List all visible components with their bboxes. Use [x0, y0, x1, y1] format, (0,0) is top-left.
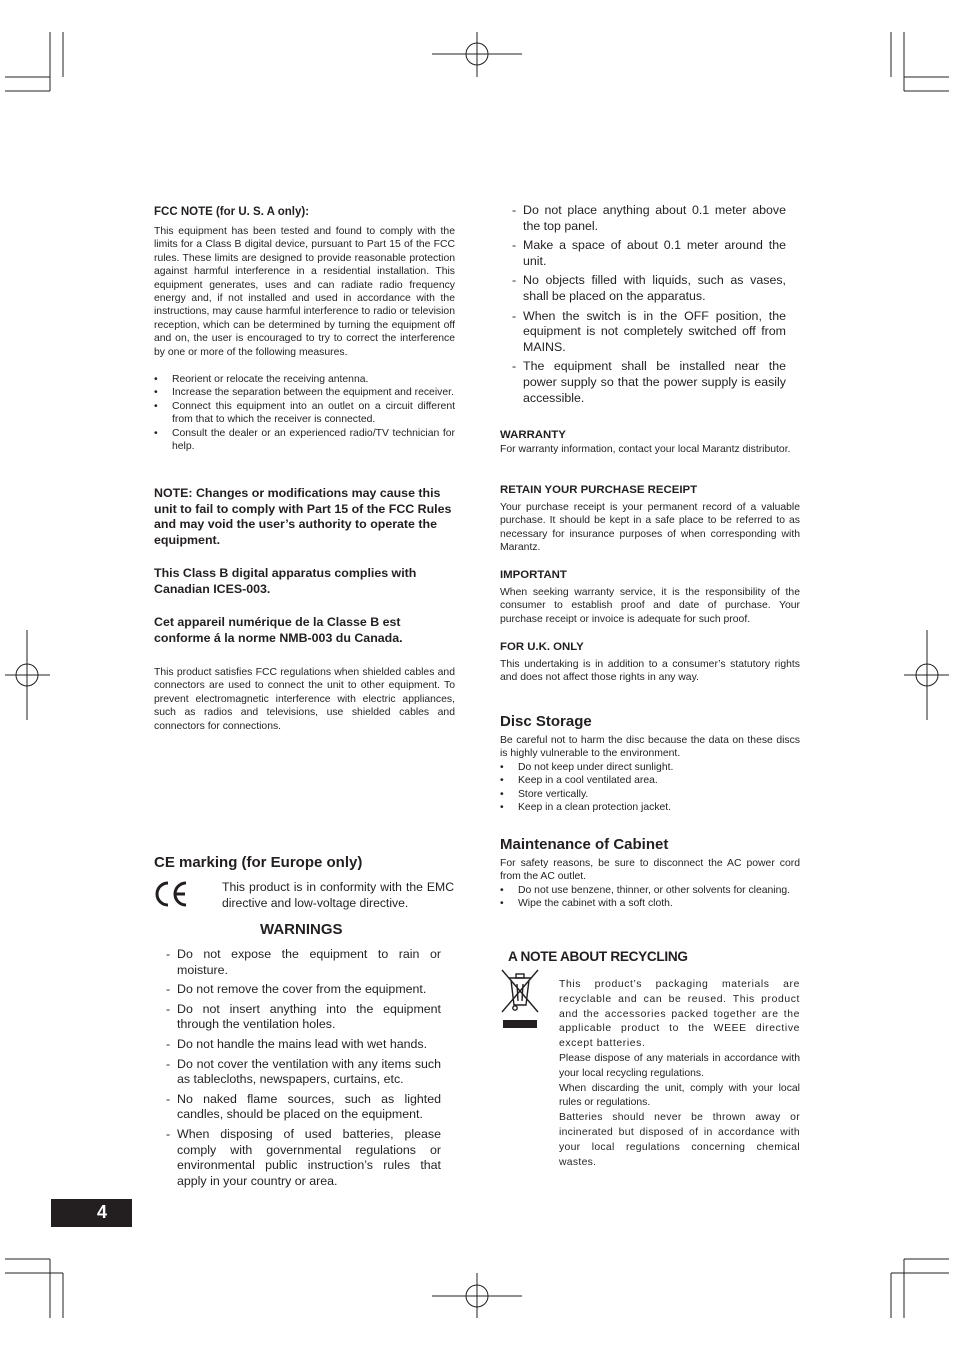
uk-only-body: This undertaking is in addition to a consumer’s statutory rights and does not affect those rights in any way.	[500, 659, 800, 684]
recycling-paragraph: Batteries should never be thrown away or incinerated but disposed of in accordance with your local regulations concerning chemical wastes.	[559, 1112, 800, 1168]
french-compliance-note: Cet appareil numérique de la Classe B est conforme á la norme NMB-003 du Canada.	[154, 615, 403, 645]
ce-marking-body: This product is in conformity with the EMC directive and low-voltage directive.	[222, 880, 454, 910]
list-item: • Wipe the cabinet with a soft cloth.	[500, 897, 800, 910]
important-heading: IMPORTANT	[500, 569, 567, 581]
list-item: - Make a space of about 0.1 meter around the unit.	[512, 238, 786, 269]
disc-storage-body: Be careful not to harm the disc because the data on these discs is highly vulnerable to the environment.	[500, 735, 800, 760]
list-item: • Increase the separation between the equipment and receiver.	[154, 386, 455, 399]
disc-storage-heading: Disc Storage	[500, 713, 592, 730]
recycling-paragraph: This product’s packaging materials are recyclable and can be reused. This product and the accessories packed together are the applicable product to the WEEE directive except batteries.	[559, 979, 800, 1050]
list-item: • Reorient or relocate the receiving antenna.	[154, 373, 455, 386]
uk-only-heading: FOR U.K. ONLY	[500, 641, 584, 653]
list-item: • Connect this equipment into an outlet on a circuit different from that to which the receiver is connected.	[154, 400, 455, 427]
crossed-out-bin-icon	[500, 968, 540, 1030]
list-item: - Do not cover the ventilation with any items such as tablecloths, newspapers, curtains, etc.	[166, 1057, 441, 1088]
list-item: • Keep in a cool ventilated area.	[500, 774, 800, 787]
recycling-paragraph: When discarding the unit, comply with your local rules or regulations.	[559, 1082, 800, 1109]
recycling-body	[559, 978, 800, 1170]
disc-storage-list	[500, 761, 800, 815]
list-item: - Do not place anything about 0.1 meter above the top panel.	[512, 203, 786, 234]
placement-warnings-list	[512, 203, 786, 410]
cabinet-maintenance-body: For safety reasons, be sure to disconnect the AC power cord from the AC outlet.	[500, 858, 800, 883]
list-item: • Store vertically.	[500, 788, 800, 801]
fcc-note-heading: FCC NOTE (for U. S. A only):	[154, 206, 310, 218]
warranty-heading: WARRANTY	[500, 429, 566, 441]
retain-receipt-body: Your purchase receipt is your permanent record of a valuable purchase. It should be kept in a safe place to be referred to as necessary for insurance purposes of when corresponding with Marantz.	[500, 502, 800, 554]
ce-mark-icon	[153, 880, 189, 908]
warnings-list	[166, 947, 441, 1193]
page-number: 4	[97, 1202, 108, 1222]
cabinet-maintenance-heading: Maintenance of Cabinet	[500, 836, 669, 853]
ce-marking-heading: CE marking (for Europe only)	[154, 854, 363, 871]
fcc-measures-list	[154, 373, 455, 453]
shielded-cables-note: This product satisfies FCC regulations when shielded cables and connectors are used to connect the unit to other equipment. To prevent electromagnetic interference with electric appliances, such as radios and televisions, use shielded cables and connectors for connections.	[154, 667, 455, 732]
list-item: - Do not remove the cover from the equipment.	[166, 982, 441, 998]
list-item: - Do not insert anything into the equipment through the ventilation holes.	[166, 1002, 441, 1033]
list-item: - Do not expose the equipment to rain or moisture.	[166, 947, 441, 978]
important-body: When seeking warranty service, it is the responsibility of the consumer to establish proof and date of purchase. Your purchase receipt or invoice is adequate for such proof.	[500, 587, 800, 625]
list-item: - No naked flame sources, such as lighted candles, should be placed on the equipment.	[166, 1092, 441, 1123]
list-item: • Consult the dealer or an experienced radio/TV technician for help.	[154, 427, 455, 454]
list-item: - When disposing of used batteries, please comply with governmental regulations or environmental public instruction’s rules that apply in your country or area.	[166, 1127, 441, 1189]
cabinet-maintenance-list	[500, 884, 800, 911]
recycling-heading: A NOTE ABOUT RECYCLING	[508, 949, 688, 964]
canada-compliance-note: This Class B digital apparatus complies with Canadian ICES-003.	[154, 566, 417, 596]
fcc-note-body: This equipment has been tested and found to comply with the limits for a Class B digital device, pursuant to Part 15 of the FCC rules. These limits are designed to provide reasonable protection against harmful interference in a residential installation. This equipment generates, uses and can radiate radio frequency energy and, if not installed and used in accordance with the instructions, may cause harmful interference to radio or television reception, which can be determined by turning the equipment off and on, the user is encouraged to try to correct the interference by one or more of the following measures.	[154, 226, 455, 358]
fcc-changes-note: NOTE: Changes or modifications may cause this unit to fail to comply with Part 15 of the FCC Rules and may void the user’s authority to operate the equipment.	[154, 486, 452, 547]
list-item: - When the switch is in the OFF position, the equipment is not completely switched off from MAINS.	[512, 309, 786, 356]
warnings-heading: WARNINGS	[260, 921, 343, 938]
list-item: - Do not handle the mains lead with wet hands.	[166, 1037, 441, 1053]
list-item: • Do not keep under direct sunlight.	[500, 761, 800, 774]
list-item: - The equipment shall be installed near the power supply so that the power supply is easily accessible.	[512, 359, 786, 406]
page-number-tab	[51, 1199, 132, 1227]
list-item: • Do not use benzene, thinner, or other solvents for cleaning.	[500, 884, 800, 897]
recycling-paragraph: Please dispose of any materials in accordance with your local recycling regulations.	[559, 1052, 800, 1079]
retain-receipt-heading: RETAIN YOUR PURCHASE RECEIPT	[500, 484, 698, 496]
list-item: - No objects filled with liquids, such as vases, shall be placed on the apparatus.	[512, 273, 786, 304]
list-item: • Keep in a clean protection jacket.	[500, 801, 800, 814]
warranty-body: For warranty information, contact your local Marantz distributor.	[500, 444, 791, 455]
